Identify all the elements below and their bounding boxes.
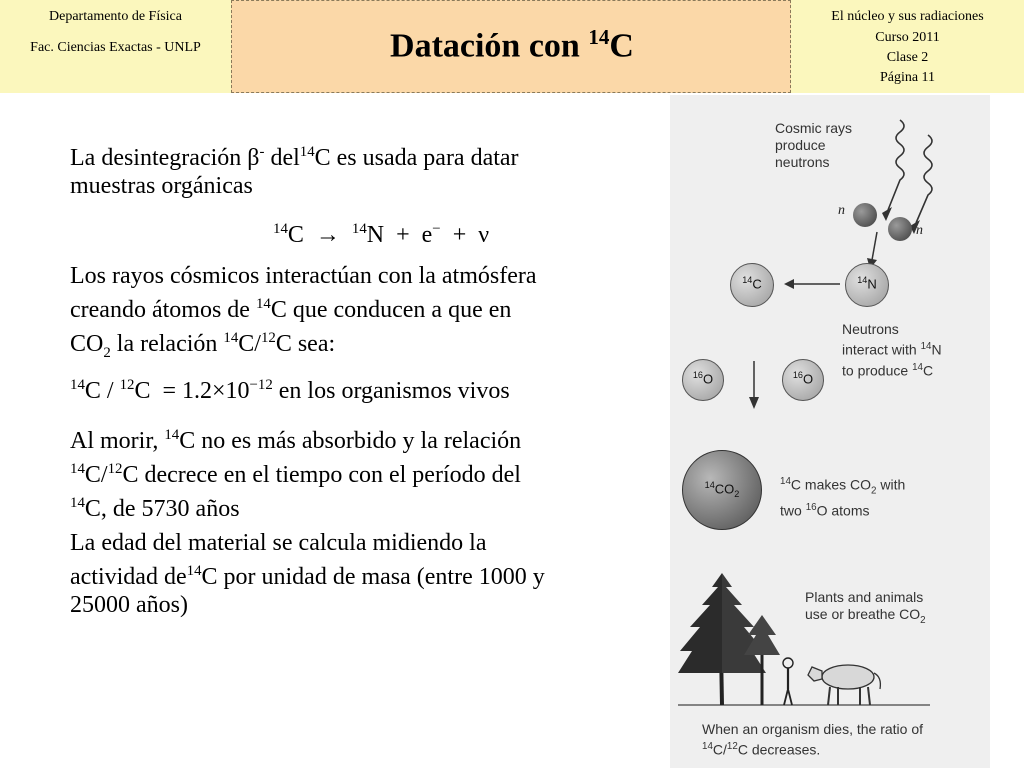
atom-symbol: O xyxy=(703,371,714,387)
figure-sup: 14 xyxy=(780,476,791,487)
neutron-ball-left xyxy=(853,203,877,227)
figure-text-line: neutrons xyxy=(775,154,830,170)
course-year-label: Curso 2011 xyxy=(875,30,940,45)
figure-text-line xyxy=(780,499,905,520)
carbon14-atom-label xyxy=(731,275,773,291)
atom-subscript: 2 xyxy=(734,488,740,499)
ratio-equation xyxy=(70,371,650,405)
paragraph-line: creando átomos de $^{14}$C que conducen a que en xyxy=(70,296,512,323)
atom-mass-number: 14 xyxy=(704,480,715,490)
page-title xyxy=(232,25,792,65)
neutron-label-left: n xyxy=(838,203,845,218)
paragraph-line: $^{14}$C, de 5730 años xyxy=(70,495,240,522)
figure-text-line xyxy=(842,338,942,359)
atom-symbol: CO xyxy=(714,481,735,497)
paragraph-line: $^{14}$C/$^{12}$C decrece en el tiempo con el período del xyxy=(70,461,521,488)
title-tail: C xyxy=(609,27,634,65)
figure-text-line: Neutrons xyxy=(842,321,899,337)
atom-mass-number: 16 xyxy=(792,370,803,380)
title-text: Datación con xyxy=(390,27,589,65)
figure-sub: 2 xyxy=(920,614,926,626)
atom-symbol: O xyxy=(803,371,814,387)
cosmic-ray-arrows-icon xyxy=(870,115,950,235)
carbon14-atom xyxy=(730,263,774,307)
course-topic-label: El núcleo y sus radiaciones xyxy=(831,9,984,24)
figure-text: with xyxy=(876,476,906,493)
faculty-label: Fac. Ciencias Exactas - UNLP xyxy=(30,40,201,55)
equation-line: $^{14}$C → $^{14}$N + e− + ν xyxy=(273,221,490,248)
equation-line: $^{14}C / ^{12}C = 1.2\times 10^{-12}$ en los organismos vivos xyxy=(70,377,510,404)
figure-text-line: Plants and animals xyxy=(805,589,924,605)
figure-text-line xyxy=(780,473,905,499)
neutron-ball-right xyxy=(888,217,912,241)
header-left-box xyxy=(0,0,231,93)
arrow-left-icon xyxy=(782,277,842,291)
arrow-down-icon xyxy=(746,359,762,411)
paragraph-death xyxy=(70,421,650,523)
figure-text: use or breathe CO xyxy=(805,606,921,622)
figure-text: N xyxy=(931,341,942,358)
atom-symbol: N xyxy=(867,276,877,292)
neutrons-interact-label xyxy=(842,321,942,379)
figure-text: C xyxy=(922,362,934,379)
figure-text: C decreases. xyxy=(737,741,821,758)
figure-text-line: $^{14}$C/$^{12}$C decreases. xyxy=(702,741,821,758)
figure-text-line: produce xyxy=(775,137,826,153)
paragraph-beta-decay xyxy=(70,138,650,200)
oxygen16-atom-label xyxy=(783,370,823,386)
paragraph-line: actividad $de^{14}C$ por unidad de masa (entre 1000 y xyxy=(70,563,545,590)
paragraph-line: muestras orgánicas xyxy=(70,173,253,199)
carbon-dioxide-label xyxy=(683,480,761,499)
makes-co2-label xyxy=(780,473,905,520)
trees-person-cow-illustration xyxy=(670,565,990,715)
figure-text: to produce xyxy=(842,362,913,379)
neutron-label-right: n xyxy=(916,223,923,238)
paragraph-line: La desintegración β- del$^{14}$C es usada para datar xyxy=(70,144,519,171)
paragraph-line: $CO_2$ la relación $^{14}$C/$^{12}$C sea: xyxy=(70,330,336,361)
atom-symbol: C xyxy=(752,276,762,292)
figure-sub: 2 xyxy=(871,485,877,497)
paragraph-line: La edad del material se calcula midiendo la xyxy=(70,530,487,556)
paragraph-line: Al morir, $^{14}$C no es más absorbido y la relación xyxy=(70,427,522,454)
organism-dies-label xyxy=(702,721,923,759)
paragraph-line: Los rayos cósmicos interactúan con la atmósfera xyxy=(70,263,537,289)
atom-mass-number: 14 xyxy=(742,275,753,285)
carbon14-cycle-figure xyxy=(670,95,990,768)
paragraph-line: 25000 años) xyxy=(70,592,188,618)
paragraph-age-calculation xyxy=(70,529,650,619)
class-number-label: Clase 2 xyxy=(886,50,929,65)
paragraph-cosmic-rays xyxy=(70,262,650,367)
figure-text-line xyxy=(842,359,942,380)
carbon-dioxide-molecule xyxy=(682,450,762,530)
figure-text: C makes CO xyxy=(790,476,872,493)
nitrogen14-atom xyxy=(845,263,889,307)
figure-text-line: When an organism dies, the ratio of xyxy=(702,721,924,737)
figure-sup: 14 xyxy=(920,341,932,352)
figure-sup: 16 xyxy=(805,502,817,514)
header-right-box xyxy=(791,0,1024,93)
decay-equation xyxy=(70,215,650,249)
title-superscript: 14 xyxy=(588,25,610,49)
cosmic-rays-label xyxy=(775,120,852,171)
figure-text: interact with xyxy=(842,341,921,358)
figure-text: two xyxy=(780,503,806,520)
page-number-label: Página 11 xyxy=(879,70,936,85)
figure-text: O atoms xyxy=(816,503,870,520)
header-title-box xyxy=(231,0,791,93)
atom-mass-number: 16 xyxy=(692,370,703,380)
nitrogen14-atom-label xyxy=(846,275,888,291)
oxygen16-atom-label xyxy=(683,370,723,386)
oxygen16-atom-left xyxy=(682,359,724,401)
oxygen16-atom-right xyxy=(782,359,824,401)
figure-text-line: Cosmic rays xyxy=(775,120,853,136)
atom-mass-number: 14 xyxy=(857,275,868,285)
figure-sup: 14 xyxy=(912,361,923,373)
department-label: Departamento de Física xyxy=(49,9,182,24)
